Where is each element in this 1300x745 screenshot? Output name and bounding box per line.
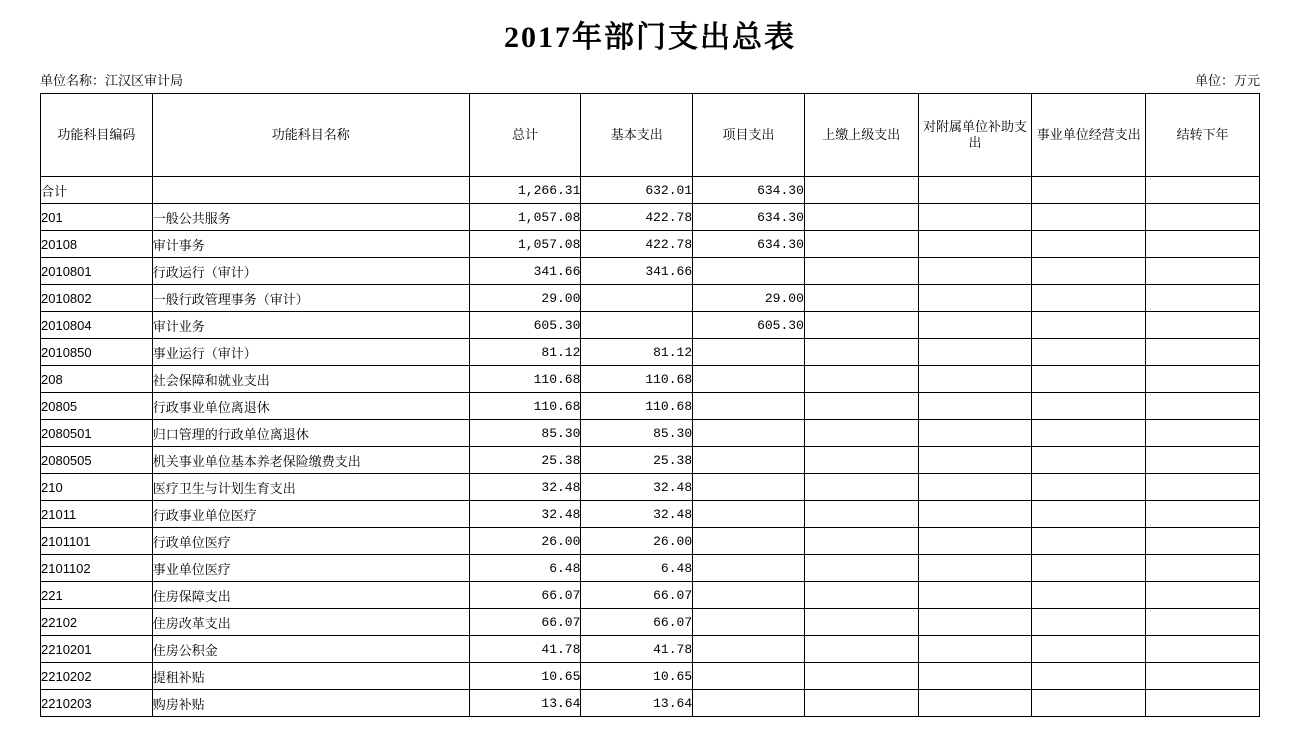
cell-total: 81.12 bbox=[469, 339, 581, 366]
cell-upper-level-expenditure bbox=[804, 447, 918, 474]
cell-code: 221 bbox=[41, 582, 153, 609]
cell-basic-expenditure: 341.66 bbox=[581, 258, 693, 285]
column-header-subsidiary-subsidy: 对附属单位补助支出 bbox=[918, 94, 1032, 177]
cell-subsidiary-subsidy bbox=[918, 609, 1032, 636]
column-header-upper-level-expenditure: 上缴上级支出 bbox=[804, 94, 918, 177]
table-row bbox=[41, 312, 1260, 339]
cell-name: 住房公积金 bbox=[152, 636, 469, 663]
cell-subsidiary-subsidy bbox=[918, 447, 1032, 474]
cell-carryover bbox=[1146, 231, 1260, 258]
cell-upper-level-expenditure bbox=[804, 555, 918, 582]
cell-total: 10.65 bbox=[469, 663, 581, 690]
table-header bbox=[41, 94, 1260, 177]
cell-upper-level-expenditure bbox=[804, 393, 918, 420]
cell-carryover bbox=[1146, 258, 1260, 285]
column-header-project-expenditure: 项目支出 bbox=[693, 94, 805, 177]
cell-code: 20108 bbox=[41, 231, 153, 258]
table-header-row bbox=[41, 94, 1260, 177]
cell-carryover bbox=[1146, 528, 1260, 555]
cell-code: 210 bbox=[41, 474, 153, 501]
cell-code: 20805 bbox=[41, 393, 153, 420]
cell-project-expenditure bbox=[693, 636, 805, 663]
cell-basic-expenditure: 32.48 bbox=[581, 501, 693, 528]
cell-upper-level-expenditure bbox=[804, 609, 918, 636]
cell-business-expenditure bbox=[1032, 339, 1146, 366]
cell-project-expenditure bbox=[693, 690, 805, 717]
cell-business-expenditure bbox=[1032, 663, 1146, 690]
cell-code: 2080505 bbox=[41, 447, 153, 474]
cell-business-expenditure bbox=[1032, 447, 1146, 474]
table-row bbox=[41, 690, 1260, 717]
cell-name: 归口管理的行政单位离退休 bbox=[152, 420, 469, 447]
cell-carryover bbox=[1146, 609, 1260, 636]
cell-total: 605.30 bbox=[469, 312, 581, 339]
cell-name: 一般公共服务 bbox=[152, 204, 469, 231]
table-row bbox=[41, 663, 1260, 690]
cell-upper-level-expenditure bbox=[804, 420, 918, 447]
cell-total: 1,266.31 bbox=[469, 177, 581, 204]
cell-basic-expenditure: 25.38 bbox=[581, 447, 693, 474]
column-header-total: 总计 bbox=[469, 94, 581, 177]
cell-total: 13.64 bbox=[469, 690, 581, 717]
cell-basic-expenditure: 85.30 bbox=[581, 420, 693, 447]
cell-project-expenditure: 29.00 bbox=[693, 285, 805, 312]
cell-code: 22102 bbox=[41, 609, 153, 636]
cell-upper-level-expenditure bbox=[804, 582, 918, 609]
cell-project-expenditure bbox=[693, 339, 805, 366]
cell-business-expenditure bbox=[1032, 366, 1146, 393]
cell-basic-expenditure: 32.48 bbox=[581, 474, 693, 501]
cell-code: 2101102 bbox=[41, 555, 153, 582]
unit-name-label: 单位名称：江汉区审计局 bbox=[40, 73, 184, 88]
cell-total: 1,057.08 bbox=[469, 204, 581, 231]
cell-business-expenditure bbox=[1032, 609, 1146, 636]
cell-name: 住房改革支出 bbox=[152, 609, 469, 636]
column-header-name: 功能科目名称 bbox=[152, 94, 469, 177]
cell-business-expenditure bbox=[1032, 231, 1146, 258]
column-header-code: 功能科目编码 bbox=[41, 94, 153, 177]
cell-name: 审计业务 bbox=[152, 312, 469, 339]
cell-business-expenditure bbox=[1032, 501, 1146, 528]
cell-code: 2101101 bbox=[41, 528, 153, 555]
table-body bbox=[41, 177, 1260, 717]
cell-name: 行政单位医疗 bbox=[152, 528, 469, 555]
cell-code: 2210201 bbox=[41, 636, 153, 663]
cell-code: 2010804 bbox=[41, 312, 153, 339]
cell-carryover bbox=[1146, 285, 1260, 312]
cell-name: 行政运行（审计） bbox=[152, 258, 469, 285]
cell-name: 行政事业单位医疗 bbox=[152, 501, 469, 528]
budget-table-wrapper bbox=[0, 93, 1300, 717]
cell-project-expenditure bbox=[693, 528, 805, 555]
cell-carryover bbox=[1146, 177, 1260, 204]
cell-business-expenditure bbox=[1032, 177, 1146, 204]
cell-subsidiary-subsidy bbox=[918, 636, 1032, 663]
cell-code: 2010801 bbox=[41, 258, 153, 285]
cell-total: 26.00 bbox=[469, 528, 581, 555]
cell-code: 21011 bbox=[41, 501, 153, 528]
cell-project-expenditure bbox=[693, 366, 805, 393]
table-row bbox=[41, 204, 1260, 231]
cell-subsidiary-subsidy bbox=[918, 231, 1032, 258]
page-title: 2017年部门支出总表 bbox=[504, 21, 796, 54]
table-row bbox=[41, 636, 1260, 663]
cell-project-expenditure: 634.30 bbox=[693, 204, 805, 231]
cell-subsidiary-subsidy bbox=[918, 420, 1032, 447]
table-row bbox=[41, 501, 1260, 528]
table-row bbox=[41, 177, 1260, 204]
cell-total: 1,057.08 bbox=[469, 231, 581, 258]
cell-name: 社会保障和就业支出 bbox=[152, 366, 469, 393]
cell-project-expenditure bbox=[693, 582, 805, 609]
cell-total: 110.68 bbox=[469, 366, 581, 393]
table-row bbox=[41, 366, 1260, 393]
cell-code: 合计 bbox=[41, 177, 153, 204]
table-row bbox=[41, 231, 1260, 258]
cell-code: 208 bbox=[41, 366, 153, 393]
cell-basic-expenditure: 422.78 bbox=[581, 231, 693, 258]
cell-name: 医疗卫生与计划生育支出 bbox=[152, 474, 469, 501]
cell-carryover bbox=[1146, 366, 1260, 393]
cell-business-expenditure bbox=[1032, 690, 1146, 717]
cell-subsidiary-subsidy bbox=[918, 204, 1032, 231]
cell-carryover bbox=[1146, 663, 1260, 690]
cell-upper-level-expenditure bbox=[804, 501, 918, 528]
expenditure-summary-table bbox=[40, 93, 1260, 717]
column-header-basic-expenditure: 基本支出 bbox=[581, 94, 693, 177]
table-row bbox=[41, 285, 1260, 312]
cell-subsidiary-subsidy bbox=[918, 582, 1032, 609]
cell-basic-expenditure: 110.68 bbox=[581, 366, 693, 393]
cell-business-expenditure bbox=[1032, 582, 1146, 609]
cell-subsidiary-subsidy bbox=[918, 555, 1032, 582]
cell-code: 2210203 bbox=[41, 690, 153, 717]
cell-carryover bbox=[1146, 393, 1260, 420]
cell-code: 201 bbox=[41, 204, 153, 231]
cell-project-expenditure bbox=[693, 393, 805, 420]
cell-code: 2210202 bbox=[41, 663, 153, 690]
cell-total: 6.48 bbox=[469, 555, 581, 582]
cell-total: 85.30 bbox=[469, 420, 581, 447]
cell-subsidiary-subsidy bbox=[918, 258, 1032, 285]
cell-name: 住房保障支出 bbox=[152, 582, 469, 609]
cell-basic-expenditure: 41.78 bbox=[581, 636, 693, 663]
cell-upper-level-expenditure bbox=[804, 690, 918, 717]
cell-upper-level-expenditure bbox=[804, 366, 918, 393]
cell-total: 110.68 bbox=[469, 393, 581, 420]
cell-total: 41.78 bbox=[469, 636, 581, 663]
cell-subsidiary-subsidy bbox=[918, 285, 1032, 312]
cell-code: 2080501 bbox=[41, 420, 153, 447]
table-row bbox=[41, 258, 1260, 285]
table-row bbox=[41, 609, 1260, 636]
cell-code: 2010802 bbox=[41, 285, 153, 312]
cell-name: 行政事业单位离退休 bbox=[152, 393, 469, 420]
cell-carryover bbox=[1146, 690, 1260, 717]
cell-subsidiary-subsidy bbox=[918, 366, 1032, 393]
column-header-business-expenditure: 事业单位经营支出 bbox=[1032, 94, 1146, 177]
cell-basic-expenditure bbox=[581, 285, 693, 312]
cell-upper-level-expenditure bbox=[804, 339, 918, 366]
cell-basic-expenditure: 66.07 bbox=[581, 582, 693, 609]
cell-project-expenditure bbox=[693, 258, 805, 285]
cell-name: 审计事务 bbox=[152, 231, 469, 258]
cell-project-expenditure bbox=[693, 609, 805, 636]
cell-subsidiary-subsidy bbox=[918, 339, 1032, 366]
cell-basic-expenditure: 13.64 bbox=[581, 690, 693, 717]
cell-name: 一般行政管理事务（审计） bbox=[152, 285, 469, 312]
cell-name: 事业单位医疗 bbox=[152, 555, 469, 582]
cell-business-expenditure bbox=[1032, 258, 1146, 285]
cell-basic-expenditure: 6.48 bbox=[581, 555, 693, 582]
cell-subsidiary-subsidy bbox=[918, 690, 1032, 717]
cell-total: 32.48 bbox=[469, 474, 581, 501]
cell-business-expenditure bbox=[1032, 528, 1146, 555]
table-row bbox=[41, 339, 1260, 366]
cell-business-expenditure bbox=[1032, 420, 1146, 447]
cell-name: 购房补贴 bbox=[152, 690, 469, 717]
cell-carryover bbox=[1146, 339, 1260, 366]
cell-carryover bbox=[1146, 312, 1260, 339]
cell-name: 事业运行（审计） bbox=[152, 339, 469, 366]
table-row bbox=[41, 393, 1260, 420]
cell-name: 机关事业单位基本养老保险缴费支出 bbox=[152, 447, 469, 474]
cell-total: 32.48 bbox=[469, 501, 581, 528]
cell-basic-expenditure: 422.78 bbox=[581, 204, 693, 231]
cell-subsidiary-subsidy bbox=[918, 528, 1032, 555]
cell-business-expenditure bbox=[1032, 474, 1146, 501]
cell-upper-level-expenditure bbox=[804, 285, 918, 312]
cell-subsidiary-subsidy bbox=[918, 393, 1032, 420]
cell-total: 341.66 bbox=[469, 258, 581, 285]
cell-upper-level-expenditure bbox=[804, 528, 918, 555]
table-row bbox=[41, 582, 1260, 609]
cell-upper-level-expenditure bbox=[804, 204, 918, 231]
cell-basic-expenditure bbox=[581, 312, 693, 339]
cell-carryover bbox=[1146, 204, 1260, 231]
cell-subsidiary-subsidy bbox=[918, 177, 1032, 204]
cell-total: 66.07 bbox=[469, 609, 581, 636]
amount-unit-label: 单位：万元 bbox=[1194, 73, 1260, 88]
cell-name bbox=[152, 177, 469, 204]
cell-total: 25.38 bbox=[469, 447, 581, 474]
table-row bbox=[41, 555, 1260, 582]
cell-project-expenditure bbox=[693, 501, 805, 528]
cell-project-expenditure bbox=[693, 474, 805, 501]
cell-project-expenditure bbox=[693, 447, 805, 474]
table-row bbox=[41, 528, 1260, 555]
cell-subsidiary-subsidy bbox=[918, 312, 1032, 339]
cell-total: 29.00 bbox=[469, 285, 581, 312]
cell-business-expenditure bbox=[1032, 393, 1146, 420]
document-meta bbox=[0, 64, 1300, 93]
cell-subsidiary-subsidy bbox=[918, 501, 1032, 528]
cell-project-expenditure bbox=[693, 420, 805, 447]
cell-carryover bbox=[1146, 501, 1260, 528]
cell-basic-expenditure: 66.07 bbox=[581, 609, 693, 636]
cell-business-expenditure bbox=[1032, 204, 1146, 231]
cell-upper-level-expenditure bbox=[804, 258, 918, 285]
cell-upper-level-expenditure bbox=[804, 474, 918, 501]
cell-carryover bbox=[1146, 582, 1260, 609]
cell-name: 提租补贴 bbox=[152, 663, 469, 690]
cell-subsidiary-subsidy bbox=[918, 663, 1032, 690]
column-header-carryover: 结转下年 bbox=[1146, 94, 1260, 177]
cell-subsidiary-subsidy bbox=[918, 474, 1032, 501]
cell-carryover bbox=[1146, 420, 1260, 447]
cell-project-expenditure bbox=[693, 555, 805, 582]
cell-project-expenditure bbox=[693, 663, 805, 690]
cell-basic-expenditure: 26.00 bbox=[581, 528, 693, 555]
cell-business-expenditure bbox=[1032, 285, 1146, 312]
cell-basic-expenditure: 81.12 bbox=[581, 339, 693, 366]
cell-project-expenditure: 634.30 bbox=[693, 177, 805, 204]
table-row bbox=[41, 420, 1260, 447]
cell-code: 2010850 bbox=[41, 339, 153, 366]
cell-basic-expenditure: 110.68 bbox=[581, 393, 693, 420]
cell-upper-level-expenditure bbox=[804, 312, 918, 339]
table-row bbox=[41, 447, 1260, 474]
cell-carryover bbox=[1146, 555, 1260, 582]
cell-business-expenditure bbox=[1032, 312, 1146, 339]
cell-basic-expenditure: 10.65 bbox=[581, 663, 693, 690]
cell-basic-expenditure: 632.01 bbox=[581, 177, 693, 204]
cell-total: 66.07 bbox=[469, 582, 581, 609]
cell-carryover bbox=[1146, 447, 1260, 474]
cell-project-expenditure: 605.30 bbox=[693, 312, 805, 339]
cell-business-expenditure bbox=[1032, 636, 1146, 663]
cell-upper-level-expenditure bbox=[804, 636, 918, 663]
cell-upper-level-expenditure bbox=[804, 231, 918, 258]
cell-upper-level-expenditure bbox=[804, 177, 918, 204]
cell-business-expenditure bbox=[1032, 555, 1146, 582]
table-row bbox=[41, 474, 1260, 501]
cell-carryover bbox=[1146, 474, 1260, 501]
cell-project-expenditure: 634.30 bbox=[693, 231, 805, 258]
cell-carryover bbox=[1146, 636, 1260, 663]
cell-upper-level-expenditure bbox=[804, 663, 918, 690]
